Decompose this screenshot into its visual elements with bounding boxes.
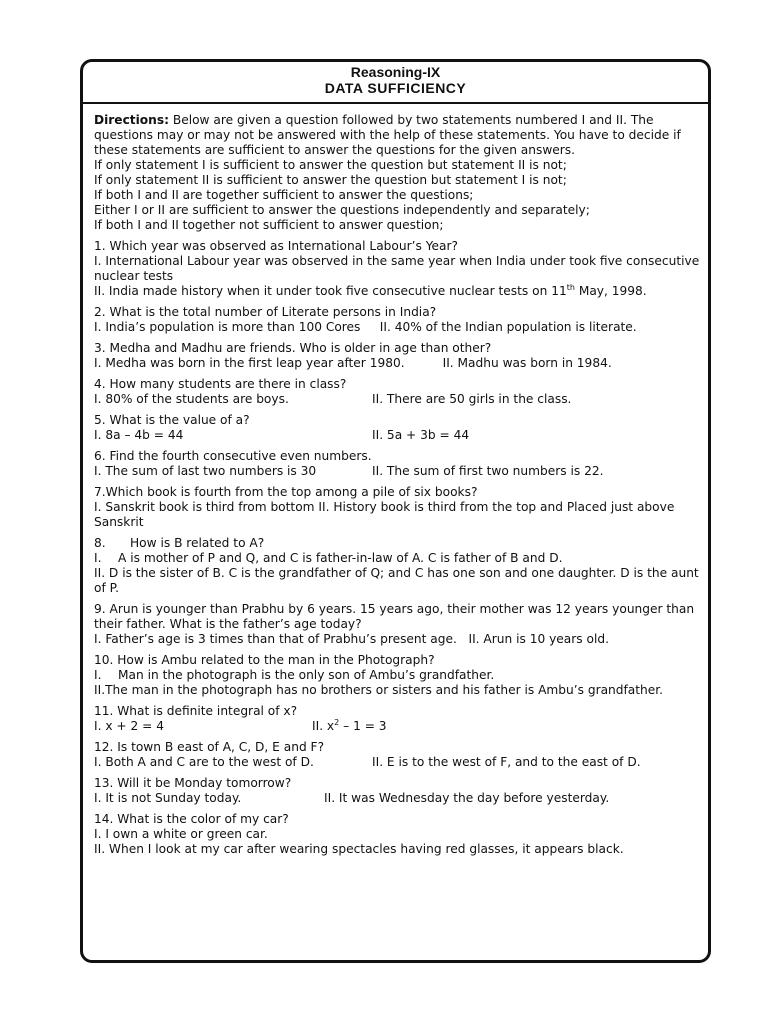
question-text [94,536,700,551]
statements-row [94,356,700,371]
question-text: 10. How is Ambu related to the man in the Photograph? [94,653,435,667]
statements: I. Father’s age is 3 times than that of Prabhu’s present age. II. Arun is 10 years old. [94,632,609,646]
directions-intro: Below are given a question followed by two statements numbered I and II. The questions may or may not be answered with the help of these statements. You have to decide if these statements are sufficient to answer the questions for the given answers. [94,113,681,157]
question-8 [94,536,700,596]
question-text: 14. What is the color of my car? [94,812,289,826]
question-6 [94,449,700,479]
page-title: Reasoning-IX [350,64,441,80]
statement-1: I. 80% of the students are boys. [94,392,289,406]
statement-1: I. The sum of last two numbers is 30 [94,464,317,478]
question-text: 5. What is the value of a? [94,413,250,427]
statement-2-part-b: – 1 = 3 [339,719,387,733]
statement-1 [94,668,700,683]
statements-row [94,464,700,479]
question-9 [94,602,700,647]
statement-2-part-a: II. India made history when it under took five consecutive nuclear tests on 11 [94,284,567,298]
question-number: 8. [94,536,106,550]
question-text: 9. Arun is younger than Prabhu by 6 years. 15 years ago, their mother was 12 years younger than their father. What is the father’s age today? [94,602,695,631]
statements-row [94,791,700,806]
question-3 [94,341,700,371]
question-text: 6. Find the fourth consecutive even numbers. [94,449,372,463]
statement-2: II. The sum of first two numbers is 22. [372,464,604,478]
statement-1: I. I own a white or green car. [94,827,268,841]
directions-block [94,113,700,233]
statement-1: I. 8a – 4b = 44 [94,428,184,442]
statement-2: II. Madhu was born in 1984. [442,356,612,370]
question-text: 7.Which book is fourth from the top among a pile of six books? [94,485,478,499]
question-text: 4. How many students are there in class? [94,377,347,391]
statements-row [94,428,700,443]
rule-3: If both I and II are together sufficient to answer the questions; [94,188,474,202]
question-text: 13. Will it be Monday tomorrow? [94,776,292,790]
statement-2: II. It was Wednesday the day before yesterday. [324,791,610,805]
statement-2: II. There are 50 girls in the class. [372,392,572,406]
statement-1: I. International Labour year was observed in the same year when India under took five consecutive nuclear tests [94,254,700,283]
rule-4: Either I or II are sufficient to answer the questions independently and separately; [94,203,590,217]
ordinal-suffix: th [566,282,575,292]
statements: I. Sanskrit book is third from bottom II. History book is third from the top and Placed just above Sanskrit [94,500,675,529]
statement-2: II.The man in the photograph has no brothers or sisters and his father is Ambu’s grandfather. [94,683,664,697]
statement-2 [94,284,700,299]
question-2 [94,305,700,335]
question-7 [94,485,700,530]
page-subtitle: DATA SUFFICIENCY [324,80,467,96]
directions-label: Directions: [94,113,169,127]
rule-1: If only statement I is sufficient to answer the question but statement II is not; [94,158,567,172]
statement-2: II. D is the sister of B. C is the grandfather of Q; and C has one son and one daughter. D is the aunt of P. [94,566,699,595]
statement-1: I. It is not Sunday today. [94,791,242,805]
document-body [94,113,700,863]
question-text: 12. Is town B east of A, C, D, E and F? [94,740,325,754]
statement-2 [312,719,387,734]
statement-number: I. [94,551,102,565]
statements-row [94,755,700,770]
rule-5: If both I and II together not sufficient to answer question; [94,218,444,232]
statements-row [94,392,700,407]
exponent: 2 [334,717,340,727]
question-11 [94,704,700,734]
page-header [83,62,708,104]
statement-1: I. Medha was born in the first leap year after 1980. [94,356,405,370]
question-body: How is B related to A? [130,536,265,550]
statement-body: Man in the photograph is the only son of Ambu’s grandfather. [118,668,495,682]
statement-2: II. When I look at my car after wearing spectacles having red glasses, it appears black. [94,842,624,856]
statements-row [94,719,700,734]
rule-2: If only statement II is sufficient to answer the question but statement I is not; [94,173,567,187]
statement-body: A is mother of P and Q, and C is father-in-law of A. C is father of B and D. [118,551,563,565]
statement-1 [94,551,700,566]
directions-text [94,113,700,158]
question-4 [94,377,700,407]
statement-number: I. [94,668,102,682]
question-13 [94,776,700,806]
question-14 [94,812,700,857]
statement-2: II. E is to the west of F, and to the east of D. [372,755,641,769]
question-5 [94,413,700,443]
statement-1: I. Both A and C are to the west of D. [94,755,314,769]
statement-2-part-a: II. x [312,719,335,733]
question-text: 11. What is definite integral of x? [94,704,298,718]
statement-1: I. x + 2 = 4 [94,719,164,733]
question-10 [94,653,700,698]
question-text: 2. What is the total number of Literate persons in India? [94,305,437,319]
page-border [80,59,711,963]
question-text: 3. Medha and Madhu are friends. Who is older in age than other? [94,341,492,355]
question-text: 1. Which year was observed as International Labour’s Year? [94,239,458,253]
statement-2: II. 5a + 3b = 44 [372,428,470,442]
question-12 [94,740,700,770]
statement-2-part-b: May, 1998. [574,284,647,298]
statements: I. India’s population is more than 100 Cores II. 40% of the Indian population is literate. [94,320,637,334]
question-1 [94,239,700,299]
